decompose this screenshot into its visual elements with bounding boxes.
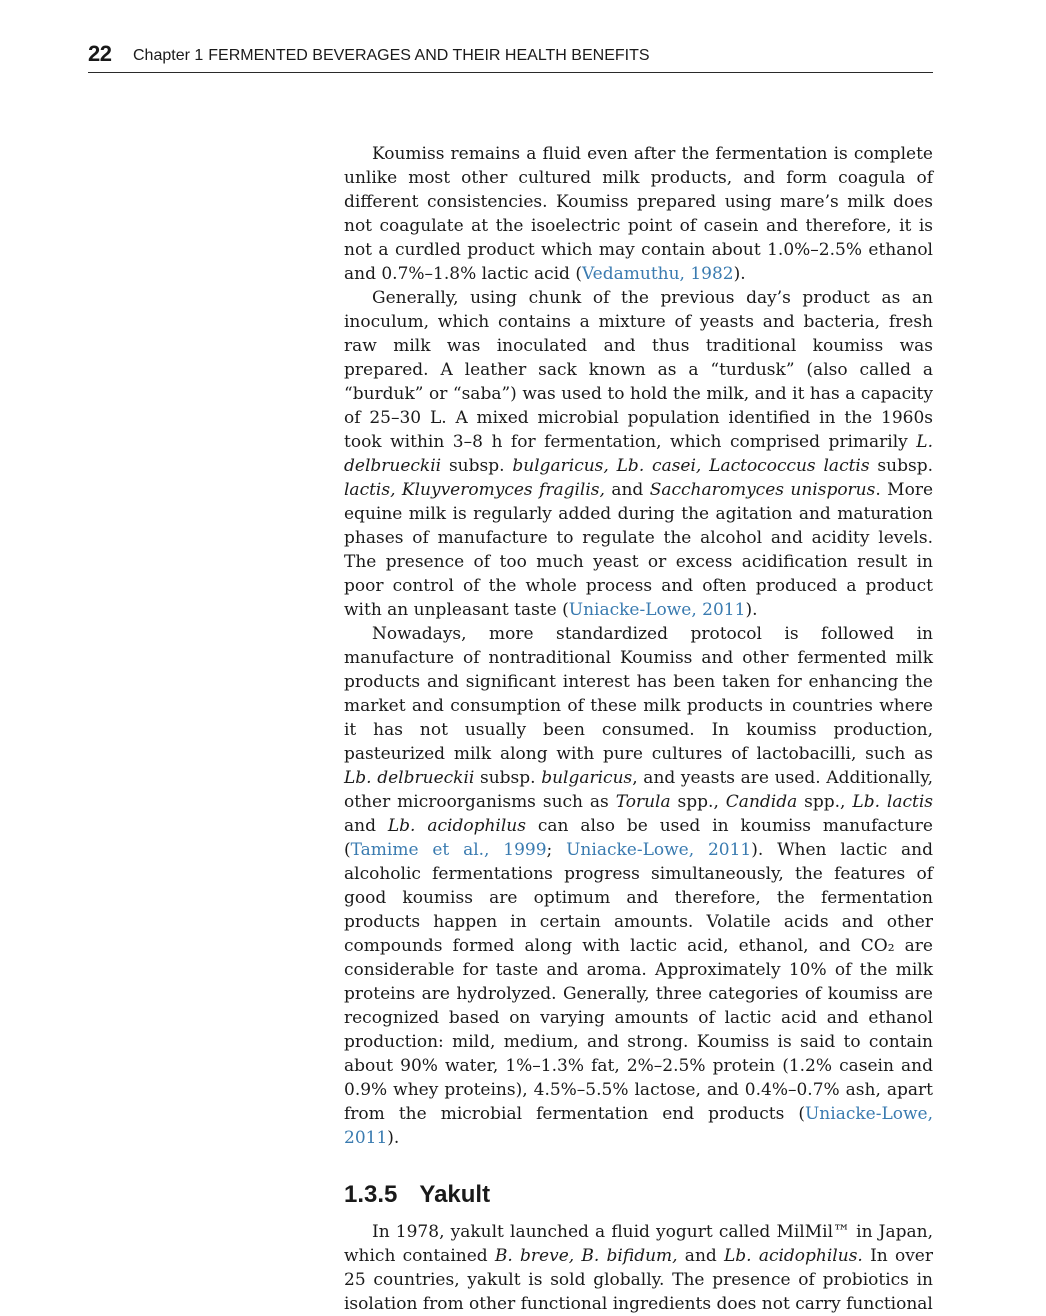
italic-text: Torula <box>615 792 671 812</box>
section-paragraphs <box>344 1220 933 1316</box>
citation-link[interactable]: Vedamuthu, 1982 <box>581 264 734 284</box>
section-number: 1.3.5 <box>344 1181 398 1208</box>
italic-text: bulgaricus <box>541 768 633 788</box>
italic-text: bulgaricus, Lb. casei, Lactococcus lactis <box>512 456 870 476</box>
italic-text: Saccharomyces unisporus <box>649 480 876 500</box>
paragraph <box>344 622 933 1150</box>
section-heading <box>344 1180 933 1210</box>
text-run: subsp. <box>869 456 933 476</box>
text-run: ). <box>733 264 746 284</box>
text-run: and <box>344 816 388 836</box>
text-run: and <box>604 480 650 500</box>
text-run: subsp. <box>441 456 513 476</box>
main-text-column <box>344 142 933 1316</box>
italic-text: Lb. lactis <box>852 792 934 812</box>
text-run: Koumiss remains a fluid even after the fermentation is complete unlike most other cultured milk products, and form coagula of different consistencies. Koumiss prepared using mare’s milk does not coagulate at the isoelectric point of casein and therefore, it is not a curdled product which may contain about 1.0%–2.5% ethanol and 0.7%–1.8% lactic acid ( <box>344 144 933 284</box>
citation-link[interactable]: Uniacke-Lowe, 2011 <box>344 1104 933 1148</box>
chapter-title: FERMENTED BEVERAGES AND THEIR HEALTH BENEFITS <box>208 47 650 64</box>
text-run: ). <box>387 1128 400 1148</box>
italic-text: Candida <box>725 792 798 812</box>
running-header <box>88 40 933 73</box>
page-number: 22 <box>88 41 112 66</box>
text-run: subsp. <box>474 768 542 788</box>
section-title: Yakult <box>419 1181 491 1208</box>
italic-text: Lb. acidophilus. <box>724 1246 863 1266</box>
text-run: In over 25 countries, yakult is sold globally. The presence of probiotics in isolation from other functional ingredients does not carry functional <box>344 1246 933 1314</box>
citation-link[interactable]: Uniacke-Lowe, 2011 <box>566 840 752 860</box>
text-run: spp., <box>797 792 853 812</box>
text-run: Generally, using chunk of the previous day’s product as an inoculum, which contains a mixture of yeasts and bacteria, fresh raw milk was inoculated and thus traditional koumiss was prepared. A leather sack known as a “turdusk” (also called a “burduk” or “saba”) was used to hold the milk, and it has a capacity of 25–30 L. A mixed microbial population identified in the 1960s took within 3–8 h for fermentation, which comprised primarily <box>344 288 933 452</box>
text-run: Nowadays, more standardized protocol is followed in manufacture of nontraditional Koumiss and other fermented milk products and significant interest has been taken for enhancing the market and consumption of these milk products in countries where it has not usually been consumed. In koumiss production, pasteurized milk along with pure cultures of lactobacilli, such as <box>344 624 933 764</box>
running-head <box>133 47 650 65</box>
text-run: and <box>677 1246 725 1266</box>
text-run: can also be used in koumiss manufacture ( <box>344 816 933 860</box>
paragraph <box>344 286 933 622</box>
text-run: ). When lactic and alcoholic fermentations progress simultaneously, the features of good koumiss are optimum and therefore, the fermentation products happen in certain amounts. Volatile acids and other compounds formed along with lactic acid, ethanol, and CO₂ are considerable for taste and aroma. Approximately 10% of the milk proteins are hydrolyzed. Generally, three categories of koumiss are recognized based on varying amounts of lactic acid and ethanol production: mild, medium, and strong. Koumiss is said to contain about 90% water, 1%–1.3% fat, 2%–2.5% protein (1.2% casein and 0.9% whey proteins), 4.5%–5.5% lactose, and 0.4%–0.7% ash, apart from the microbial fermentation end products ( <box>344 840 934 1124</box>
paragraph <box>344 142 933 286</box>
italic-text: B. breve, B. bifidum, <box>494 1246 678 1266</box>
italic-text: L. delbrueckii <box>344 432 933 476</box>
text-run: , and yeasts are used. Additionally, other microorganisms such as <box>344 768 933 812</box>
text-run: ). <box>745 600 758 620</box>
body-paragraphs <box>344 142 933 1150</box>
italic-text: lactis, Kluyveromyces fragilis, <box>344 480 605 500</box>
chapter-label: Chapter 1 <box>133 47 204 64</box>
text-run: ; <box>546 840 567 860</box>
italic-text: Lb. delbrueckii <box>344 768 475 788</box>
paragraph <box>344 1220 933 1316</box>
citation-link[interactable]: Uniacke-Lowe, 2011 <box>568 600 746 620</box>
text-run: spp., <box>670 792 726 812</box>
text-run: In 1978, yakult launched a fluid yogurt called MilMil™ in Japan, which contained <box>344 1222 933 1266</box>
text-run: . More equine milk is regularly added during the agitation and maturation phases of manufacture to regulate the alcohol and acidity levels. The presence of too much yeast or excess acidification result in poor control of the whole process and often produced a product with an unpleasant taste ( <box>344 480 934 620</box>
citation-link[interactable]: Tamime et al., 1999 <box>350 840 547 860</box>
italic-text: Lb. acidophilus <box>387 816 526 836</box>
